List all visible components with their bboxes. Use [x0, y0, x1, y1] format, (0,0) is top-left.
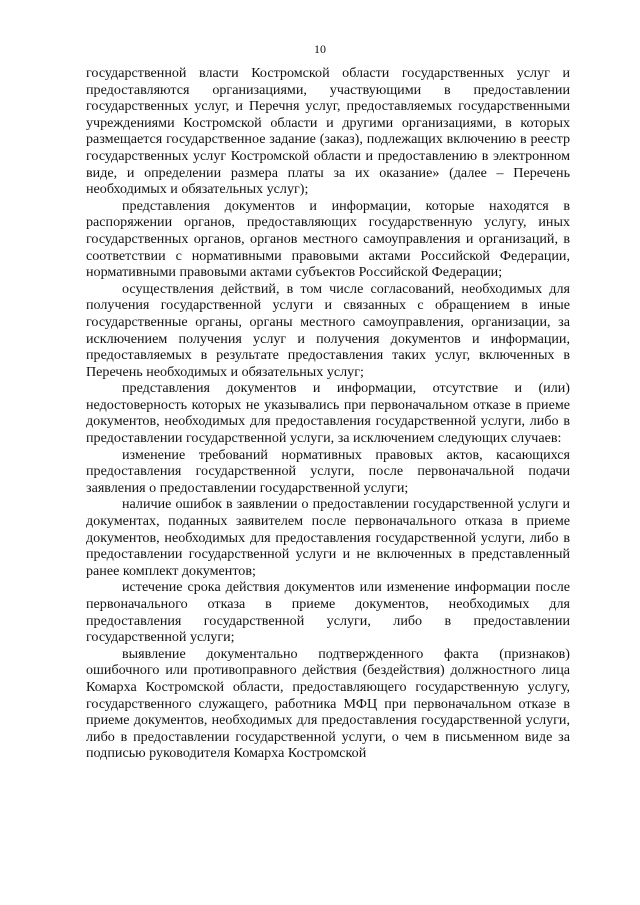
document-body — [86, 65, 570, 762]
paragraph: выявление документально подтвержденного факта (признаков) ошибочного или противоправного действия (бездействия) должностного лица Комарха Костромской области, предоставляющего государственную услугу, государственного служащего, работника МФЦ при первоначальном отказе в приеме документов, необходимых для предоставления государственной услуги, либо в предоставлении государственной услуги, о чем в письменном виде за подписью руководителя Комарха Костромской — [86, 645, 570, 762]
paragraph: изменение требований нормативных правовых актов, касающихся предоставления государственной услуги, после первоначальной подачи заявления о предоставлении государственной услуги; — [86, 446, 570, 496]
paragraph: наличие ошибок в заявлении о предоставлении государственной услуги и документах, поданных заявителем после первоначального отказа в приеме документов, необходимых для предоставления государственной услуги, либо в предоставлении государственной услуги и не включенных в представленный ранее комплект документов; — [86, 496, 570, 579]
paragraph: государственной власти Костромской области государственных услуг и предоставляются организациями, участвующими в предоставлении государственных услуг, и Перечня услуг, предоставляемых государственными учреждениями Костромской области и другими организациями, в которых размещается государственное задание (заказ), подлежащих включению в реестр государственных услуг Костромской области и предоставлению в электронном виде, и определении размера платы за их оказание» (далее – Перечень необходимых и обязательных услуг); — [86, 65, 570, 198]
paragraph: представления документов и информации, которые находятся в распоряжении органов, предоставляющих государственную услугу, иных государственных органов, органов местного самоуправления и организаций, в соответствии с нормативными правовыми актами Российской Федерации, нормативными правовыми актами субъектов Российской Федерации; — [86, 197, 570, 281]
page-number: 10 — [314, 42, 326, 56]
paragraph: истечение срока действия документов или изменение информации после первоначального отказа в приеме документов, необходимых для предоставления государственной услуги, либо в предоставлении государственной услуги; — [86, 579, 570, 646]
paragraph: представления документов и информации, отсутствие и (или) недостоверность которых не указывались при первоначальном отказе в приеме документов, необходимых для предоставления государственной услуги, либо в предоставлении государственной услуги, за исключением следующих случаев: — [86, 380, 570, 447]
paragraph: осуществления действий, в том числе согласований, необходимых для получения государственной услуги и связанных с обращением в иные государственные органы, органы местного самоуправления, организации, за исключением получения услуг и получения документов и информации, предоставляемых в результате предоставления таких услуг, включенных в Перечень необходимых и обязательных услуг; — [86, 280, 570, 380]
